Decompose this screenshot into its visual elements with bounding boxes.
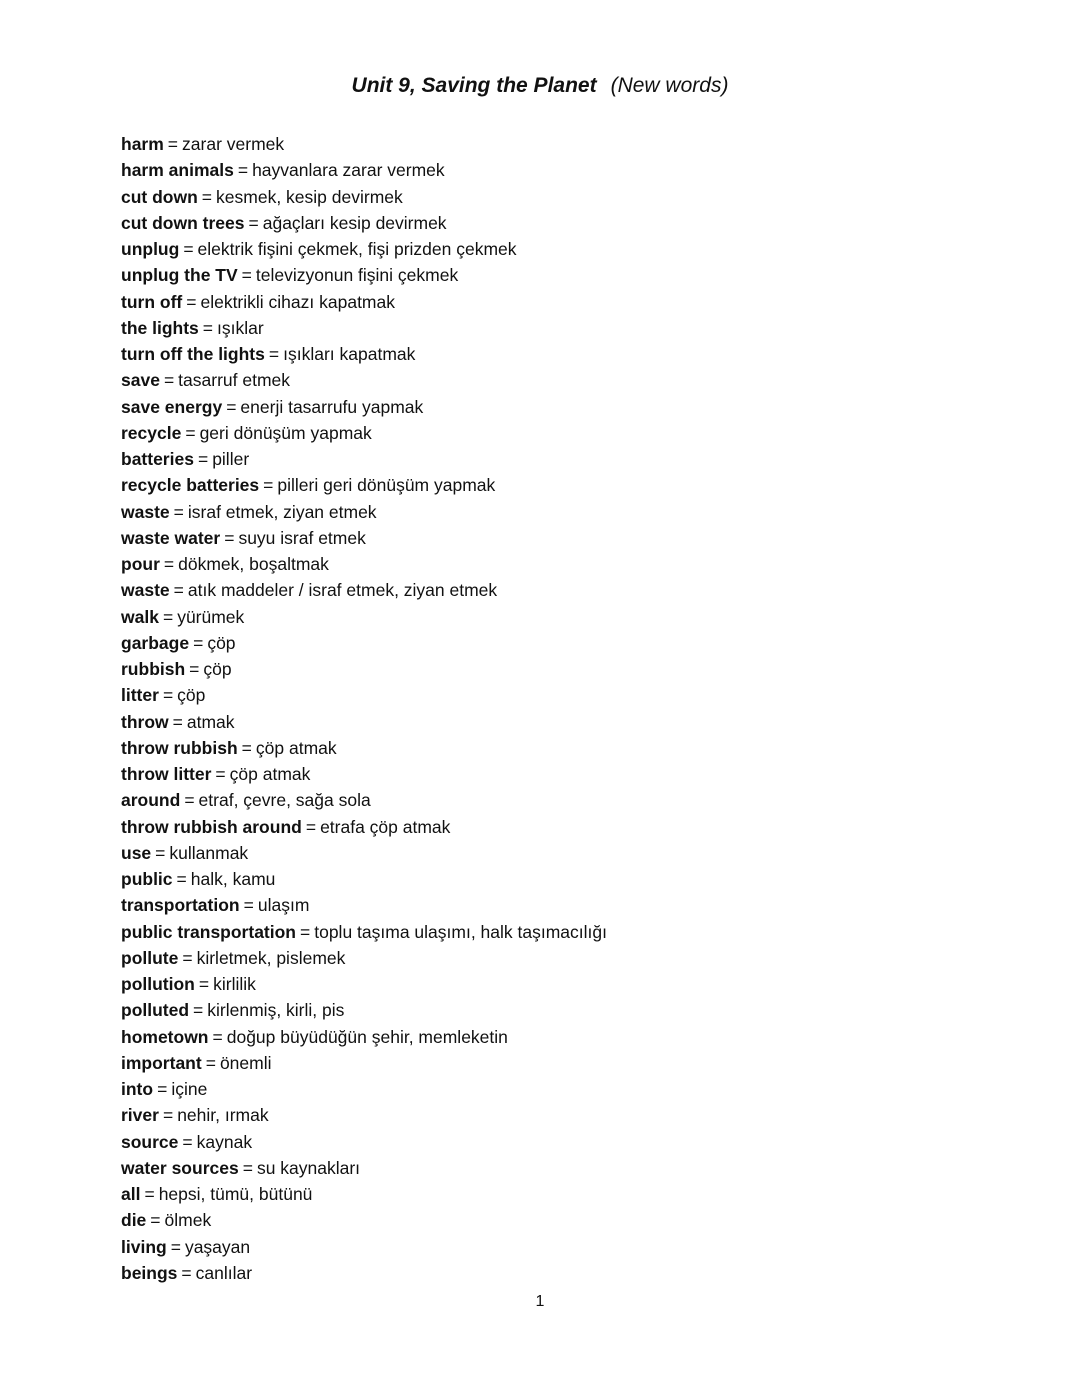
vocabulary-entry xyxy=(121,472,607,498)
vocabulary-entry xyxy=(121,551,607,577)
entry-meaning: çöp atmak xyxy=(255,737,337,758)
vocabulary-entry xyxy=(121,814,607,840)
entry-separator: = xyxy=(198,974,210,994)
entry-meaning: israf etmek, ziyan etmek xyxy=(187,501,377,522)
entry-separator: = xyxy=(263,475,274,496)
vocabulary-entry xyxy=(121,945,607,971)
vocabulary-entry xyxy=(121,1102,607,1128)
entry-meaning: atmak xyxy=(186,711,235,732)
entry-separator: = xyxy=(300,921,311,942)
entry-separator: = xyxy=(162,685,174,706)
entry-term: batteries xyxy=(121,449,194,469)
entry-meaning: ulaşım xyxy=(257,895,310,916)
entry-separator: = xyxy=(215,764,226,784)
entry-term: save energy xyxy=(121,396,223,417)
entry-separator: = xyxy=(157,1079,168,1099)
entry-separator: = xyxy=(162,1105,174,1126)
entry-meaning: yürümek xyxy=(177,606,245,627)
entry-meaning: hepsi, tümü, bütünü xyxy=(158,1184,313,1204)
entry-meaning: hayvanlara zarar vermek xyxy=(252,160,445,181)
entry-separator: = xyxy=(172,711,183,732)
entry-separator: = xyxy=(193,632,204,653)
vocabulary-entry xyxy=(121,1234,607,1260)
entry-term: unplug the TV xyxy=(121,265,238,286)
entry-term: save xyxy=(121,370,160,391)
entry-term: throw xyxy=(121,711,169,732)
vocabulary-entry xyxy=(121,131,607,157)
vocabulary-entry xyxy=(121,892,607,918)
vocabulary-entry xyxy=(121,656,607,682)
entry-meaning: elektrik fişini çekmek, fişi prizden çekmek xyxy=(197,239,517,259)
entry-separator: = xyxy=(163,370,175,391)
vocabulary-entry xyxy=(121,420,607,446)
vocabulary-entry xyxy=(121,709,607,735)
entry-term: into xyxy=(121,1079,154,1099)
entry-separator: = xyxy=(144,1184,155,1204)
entry-separator: = xyxy=(205,1052,216,1073)
entry-term: turn off xyxy=(121,291,183,312)
entry-separator: = xyxy=(184,790,195,811)
vocabulary-entry xyxy=(121,604,607,630)
vocabulary-entry xyxy=(121,971,607,997)
vocabulary-entry xyxy=(121,1024,607,1050)
entry-term: public xyxy=(121,869,173,889)
entry-meaning: etraf, çevre, sağa sola xyxy=(198,790,371,811)
entry-separator: = xyxy=(186,291,197,312)
entry-term: use xyxy=(121,842,152,863)
entry-meaning: geri dönüşüm yapmak xyxy=(199,422,372,443)
vocabulary-entry xyxy=(121,236,607,262)
entry-term: cut down xyxy=(121,186,198,207)
entry-meaning: tasarruf etmek xyxy=(178,370,291,391)
vocabulary-entry xyxy=(121,840,607,866)
entry-term: hometown xyxy=(121,1026,209,1047)
entry-term: important xyxy=(121,1052,202,1073)
entry-separator: = xyxy=(150,1210,161,1231)
entry-meaning: etrafa çöp atmak xyxy=(320,816,451,837)
entry-term: throw rubbish xyxy=(121,737,238,758)
entry-separator: = xyxy=(243,895,254,916)
page-title xyxy=(0,74,1080,98)
entry-meaning: zarar vermek xyxy=(182,134,285,154)
entry-meaning: çöp xyxy=(177,685,206,706)
entry-meaning: içine xyxy=(171,1079,208,1099)
entry-meaning: kaynak xyxy=(196,1131,253,1152)
entry-meaning: çöp atmak xyxy=(229,764,311,784)
entry-term: turn off the lights xyxy=(121,344,265,364)
vocabulary-entry xyxy=(121,525,607,551)
entry-separator: = xyxy=(268,344,280,364)
entry-term: recycle xyxy=(121,422,182,443)
entry-term: living xyxy=(121,1236,167,1257)
entry-term: pollution xyxy=(121,974,195,994)
vocabulary-entry xyxy=(121,630,607,656)
entry-term: garbage xyxy=(121,632,190,653)
vocabulary-entry xyxy=(121,787,607,813)
entry-meaning: ölmek xyxy=(164,1210,212,1231)
entry-term: rubbish xyxy=(121,659,186,679)
entry-meaning: dökmek, boşaltmak xyxy=(178,554,329,574)
entry-meaning: kesmek, kesip devirmek xyxy=(216,186,403,207)
vocabulary-entry xyxy=(121,1260,607,1286)
vocabulary-entry xyxy=(121,1207,607,1233)
entry-separator: = xyxy=(248,212,259,233)
entry-term: throw litter xyxy=(121,764,212,784)
vocabulary-entry xyxy=(121,394,607,420)
entry-meaning: toplu taşıma ulaşımı, halk taşımacılığı xyxy=(314,921,607,942)
vocabulary-entry xyxy=(121,157,607,183)
vocabulary-entry xyxy=(121,919,607,945)
entry-term: river xyxy=(121,1105,159,1126)
entry-meaning: ışıklar xyxy=(217,317,264,338)
entry-separator: = xyxy=(224,527,235,548)
entry-meaning: halk, kamu xyxy=(190,869,276,889)
entry-term: water sources xyxy=(121,1157,239,1178)
entry-separator: = xyxy=(185,422,196,443)
entry-term: waste xyxy=(121,580,170,601)
entry-term: pour xyxy=(121,554,160,574)
entry-term: all xyxy=(121,1184,141,1204)
entry-meaning: televizyonun fişini çekmek xyxy=(255,265,459,286)
entry-meaning: nehir, ırmak xyxy=(177,1105,269,1126)
entry-term: cut down trees xyxy=(121,212,245,233)
entry-separator: = xyxy=(189,659,200,679)
entry-meaning: kirlenmiş, kirli, pis xyxy=(207,1000,345,1021)
vocabulary-entry xyxy=(121,262,607,288)
entry-separator: = xyxy=(305,816,317,837)
entry-meaning: atık maddeler / israf etmek, ziyan etmek xyxy=(187,580,498,601)
entry-term: transportation xyxy=(121,895,240,916)
entry-meaning: su kaynakları xyxy=(256,1157,361,1178)
vocabulary-entry xyxy=(121,1076,607,1102)
vocabulary-entry xyxy=(121,446,607,472)
entry-separator: = xyxy=(201,186,213,207)
vocabulary-entry xyxy=(121,1050,607,1076)
vocabulary-entry xyxy=(121,577,607,603)
vocabulary-entry xyxy=(121,367,607,393)
entry-term: polluted xyxy=(121,1000,190,1021)
entry-separator: = xyxy=(173,580,184,601)
entry-term: die xyxy=(121,1210,147,1231)
entry-meaning: önemli xyxy=(219,1052,272,1073)
entry-separator: = xyxy=(155,842,166,863)
entry-separator: = xyxy=(241,737,252,758)
entry-meaning: piller xyxy=(212,449,250,469)
vocabulary-entry xyxy=(121,341,607,367)
title-main: Unit 9, Saving the Planet xyxy=(351,74,597,97)
entry-term: beings xyxy=(121,1262,178,1283)
entry-separator: = xyxy=(237,160,249,181)
entry-term: litter xyxy=(121,685,159,706)
vocabulary-entry xyxy=(121,315,607,341)
entry-term: public transportation xyxy=(121,921,296,942)
entry-meaning: kirlilik xyxy=(213,974,256,994)
vocabulary-list xyxy=(121,131,607,1286)
entry-separator: = xyxy=(183,239,194,259)
entry-meaning: çöp xyxy=(207,632,236,653)
vocabulary-entry xyxy=(121,735,607,761)
entry-separator: = xyxy=(212,1026,223,1047)
entry-separator: = xyxy=(182,1131,193,1152)
entry-meaning: canlılar xyxy=(195,1262,253,1283)
entry-meaning: enerji tasarrufu yapmak xyxy=(240,396,424,417)
entry-separator: = xyxy=(242,1157,253,1178)
entry-term: harm xyxy=(121,134,164,154)
entry-separator: = xyxy=(163,554,175,574)
entry-meaning: kullanmak xyxy=(169,842,249,863)
entry-term: unplug xyxy=(121,239,180,259)
entry-term: pollute xyxy=(121,947,179,968)
entry-meaning: kirletmek, pislemek xyxy=(196,947,346,968)
entry-meaning: pilleri geri dönüşüm yapmak xyxy=(277,475,496,496)
entry-meaning: elektrikli cihazı kapatmak xyxy=(200,291,395,312)
entry-term: source xyxy=(121,1131,179,1152)
vocabulary-entry xyxy=(121,1155,607,1181)
entry-separator: = xyxy=(226,396,237,417)
entry-separator: = xyxy=(202,317,214,338)
vocabulary-entry xyxy=(121,289,607,315)
entry-meaning: ışıkları kapatmak xyxy=(283,344,416,364)
entry-term: waste water xyxy=(121,527,221,548)
vocabulary-entry xyxy=(121,997,607,1023)
page-number: 1 xyxy=(535,1293,545,1310)
vocabulary-entry xyxy=(121,866,607,892)
entry-separator: = xyxy=(182,947,193,968)
entry-meaning: yaşayan xyxy=(184,1236,251,1257)
entry-term: walk xyxy=(121,606,159,627)
entry-term: waste xyxy=(121,501,170,522)
entry-meaning: ağaçları kesip devirmek xyxy=(262,212,447,233)
entry-meaning: suyu israf etmek xyxy=(238,527,366,548)
entry-separator: = xyxy=(167,134,179,154)
entry-meaning: doğup büyüdüğün şehir, memleketin xyxy=(226,1026,508,1047)
entry-separator: = xyxy=(176,869,187,889)
vocabulary-entry xyxy=(121,184,607,210)
vocabulary-entry xyxy=(121,210,607,236)
entry-term: throw rubbish around xyxy=(121,816,302,837)
entry-term: harm animals xyxy=(121,160,234,181)
entry-separator: = xyxy=(193,1000,204,1021)
title-subtitle: (New words) xyxy=(610,74,729,97)
entry-term: around xyxy=(121,790,181,811)
entry-separator: = xyxy=(241,265,252,286)
entry-separator: = xyxy=(197,449,209,469)
entry-term: the lights xyxy=(121,317,199,338)
entry-separator: = xyxy=(162,606,174,627)
entry-separator: = xyxy=(181,1262,192,1283)
entry-separator: = xyxy=(170,1236,181,1257)
vocabulary-entry xyxy=(121,761,607,787)
vocabulary-entry xyxy=(121,1129,607,1155)
vocabulary-entry xyxy=(121,1181,607,1207)
entry-meaning: çöp xyxy=(203,659,232,679)
vocabulary-entry xyxy=(121,682,607,708)
entry-term: recycle batteries xyxy=(121,475,260,496)
entry-separator: = xyxy=(173,501,184,522)
vocabulary-entry xyxy=(121,499,607,525)
